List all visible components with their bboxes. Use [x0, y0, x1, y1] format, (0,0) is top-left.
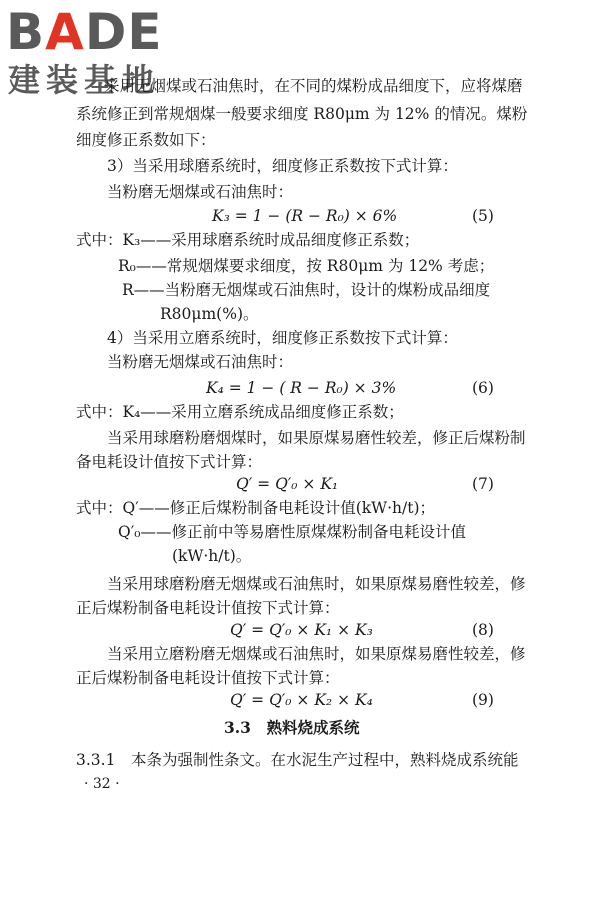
section-title: 3.3 熟料烧成系统: [224, 718, 360, 737]
page-number: · 32 ·: [84, 776, 120, 792]
list-item: 4）当采用立磨系统时，细度修正系数按下式计算：: [107, 329, 458, 347]
clause-line: 3.3.1 本条为强制性条文。在水泥生产过程中，熟料烧成系统能: [76, 751, 519, 769]
equation: K₃ = 1 − (R − R₀) × 6%: [212, 207, 398, 225]
text-line: 正后煤粉制备电耗设计值按下式计算：: [76, 669, 340, 687]
equation: Q′ = Q′₀ × K₁ × K₃: [230, 621, 373, 639]
equation-number: (7): [472, 475, 494, 493]
equation-number: (6): [472, 379, 494, 397]
definition-line: Q′₀——修正前中等易磨性原煤煤粉制备电耗设计值: [118, 523, 466, 541]
definition-line: R₀——常规烟煤要求细度，按 R80μm 为 12% 考虑；: [118, 257, 495, 275]
text-line: 采用无烟煤或石油焦时，在不同的煤粉成品细度下，应将煤磨: [104, 77, 523, 95]
list-item: 3）当采用球磨系统时，细度修正系数按下式计算：: [107, 157, 458, 175]
definition-line: 式中：K₄——采用立磨系统成品细度修正系数；: [76, 403, 404, 421]
equation: Q′ = Q′₀ × K₁: [236, 475, 339, 493]
logo-wordmark: BADE: [6, 3, 163, 61]
text-line: 正后煤粉制备电耗设计值按下式计算：: [76, 599, 340, 617]
equation-number: (8): [472, 621, 494, 639]
text-line: 细度修正系数如下：: [76, 131, 216, 149]
definition-line: R80μm(%)。: [160, 305, 259, 323]
logo-chinese-text: 建装基地: [8, 61, 161, 99]
definition-line: 式中：Q′——修正后煤粉制备电耗设计值(kW·h/t)；: [76, 499, 436, 517]
equation: K₄ = 1 − ( R − R₀) × 3%: [206, 379, 397, 397]
text-line: 备电耗设计值按下式计算：: [76, 453, 263, 471]
text-line: 系统修正到常规烟煤一般要求细度 R80μm 为 12% 的情况。煤粉: [76, 105, 528, 123]
definition-line: R——当粉磨无烟煤或石油焦时，设计的煤粉成品细度: [122, 281, 491, 299]
definition-line: (kW·h/t)。: [172, 547, 252, 565]
equation: Q′ = Q′₀ × K₂ × K₄: [230, 691, 373, 709]
text-line: 当粉磨无烟煤或石油焦时：: [107, 183, 294, 201]
text-line: 当采用球磨粉磨无烟煤或石油焦时，如果原煤易磨性较差，修: [107, 575, 526, 593]
equation-number: (5): [472, 207, 494, 225]
text-line: 当采用球磨粉磨烟煤时，如果原煤易磨性较差，修正后煤粉制: [107, 429, 526, 447]
definition-line: 式中：K₃——采用球磨系统时成品细度修正系数；: [76, 231, 420, 249]
text-line: 当采用立磨粉磨无烟煤或石油焦时，如果原煤易磨性较差，修: [107, 645, 526, 663]
equation-number: (9): [472, 691, 494, 709]
text-line: 当粉磨无烟煤或石油焦时：: [107, 353, 294, 371]
